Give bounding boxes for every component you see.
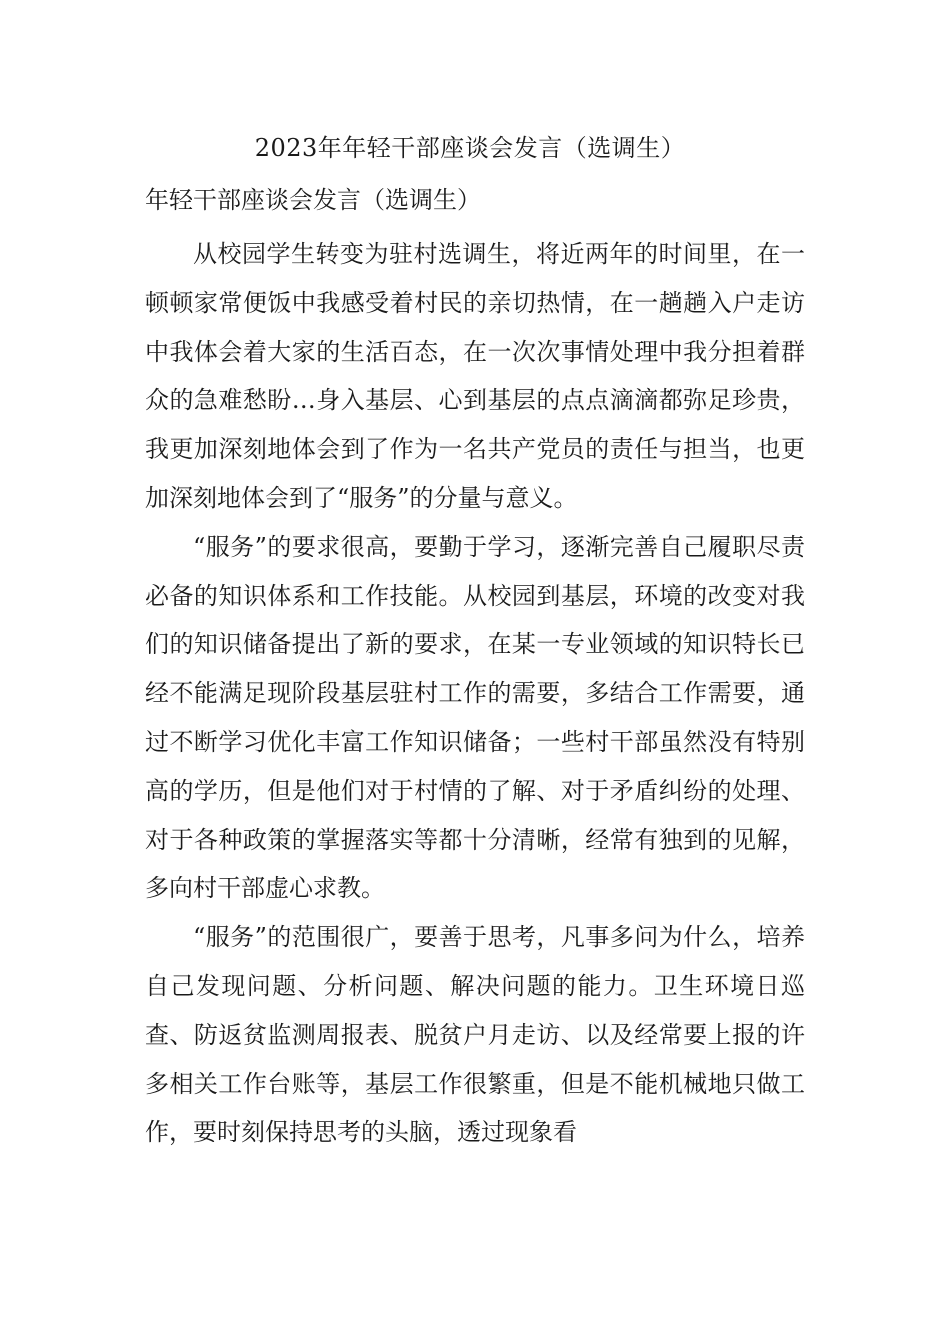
document-subtitle: 年轻干部座谈会发言（选调生） — [145, 186, 481, 214]
paragraph-1: 从校园学生转变为驻村选调生，将近两年的时间里，在一顿顿家常便饭中我感受着村民的亲切热情，在一趟趟入户走访中我体会着大家的生活百态，在一次次事情处理中我分担着群众的急难愁盼…身入基层、心到基层的点点滴滴都弥足珍贵，我更加深刻地体会到了作为一名共产党员的责任与担当，也更加深刻地体会到了“服务”的分量与意义。 — [145, 240, 805, 512]
document-body — [145, 230, 805, 1157]
paragraph-3: “服务”的范围很广，要善于思考，凡事多问为什么，培养自己发现问题、分析问题、解决问题的能力。卫生环境日巡查、防返贫监测周报表、脱贫户月走访、以及经常要上报的许多相关工作台账等，基层工作很繁重，但是不能机械地只做工作，要时刻保持思考的头脑，透过现象看 — [145, 923, 805, 1147]
document-title: 2023年年轻干部座谈会发言（选调生） — [254, 134, 686, 162]
paragraph-2: “服务”的要求很高，要勤于学习，逐渐完善自己履职尽责必备的知识体系和工作技能。从校园到基层，环境的改变对我们的知识储备提出了新的要求，在某一专业领域的知识特长已经不能满足现阶段基层驻村工作的需要，多结合工作需要，通过不断学习优化丰富工作知识储备；一些村干部虽然没有特别高的学历，但是他们对于村情的了解、对于矛盾纠纷的处理、对于各种政策的掌握落实等都十分清晰，经常有独到的见解，多向村干部虚心求教。 — [145, 532, 805, 903]
